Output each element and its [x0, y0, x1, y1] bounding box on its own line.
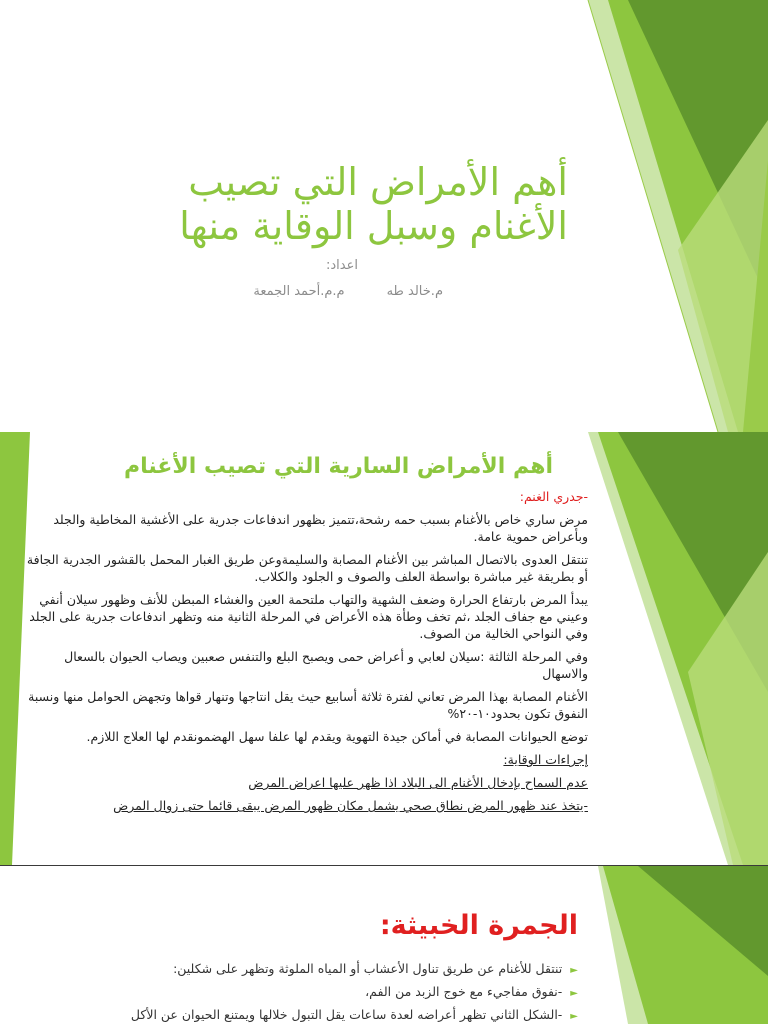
bullet-list [40, 958, 578, 1024]
green-decoration [568, 866, 768, 1024]
slide-title [0, 0, 768, 432]
paragraph: يبدأ المرض بارتفاع الحرارة وضعف الشهية والتهاب ملتحمة العين والغشاء المبطن للأنف وظهور سيلان أنفي وعيني مع جفاف الجلد ،ثم تخف وطأة هذه الأعراض في المرحلة الثانية منه وتظهر اندفاعات جدرية على الجلد وفي النواحي الخالية من الصوف. [29, 592, 588, 641]
prevention-item: عدم السماح بإدخال الأغنام الى البلاد اذا ظهر عليها اعراض المرض [248, 775, 588, 790]
presentation-title: أهم الأمراض التي تصيب الأغنام وسبل الوقاية منها [179, 160, 568, 248]
slide-heading: الجمرة الخبيثة: [379, 910, 578, 941]
list-item-text: -الشكل الثاني تظهر أعراضه لعدة ساعات يقل التبول خلالها ويمتنع الحيوان عن الأكل [130, 1007, 563, 1022]
section-subtitle: -جدري الغنم: [519, 489, 588, 504]
slide-heading: أهم الأمراض السارية التي تصيب الأغنام [124, 454, 553, 479]
slide-anthrax [0, 866, 768, 1024]
green-decoration [568, 432, 768, 865]
paragraph: تنتقل العدوى بالاتصال المباشر بين الأغنام المصابة والسليمةوعن طريق الغبار المحمل بالقشور الجدرية الجافة أو بطريقة غير مباشرة بواسطة العلف والصوف و الجلود والكلاب. [26, 552, 588, 584]
author-name: م.خالد طه [386, 284, 443, 299]
prevention-item: -يتخذ عند ظهور المرض نطاق صحي يشمل مكان ظهور المرض يبقى قائما حتى زوال المرض [113, 798, 588, 813]
slide-body [20, 488, 588, 820]
list-item [40, 958, 578, 981]
slide-contagious-diseases [0, 432, 768, 865]
triangle-bullet-icon: ► [570, 988, 578, 999]
author-name: م.م.أحمد الجمعة [253, 284, 345, 299]
authors [253, 284, 443, 299]
list-item [40, 1004, 578, 1024]
list-item-text: تنتقل للأغنام عن طريق تناول الأعشاب أو المياه الملوثة وتظهر على شكلين: [173, 961, 563, 976]
triangle-bullet-icon: ► [570, 1011, 578, 1022]
paragraph: مرض ساري خاص بالأغنام بسبب حمه رشحة،تتميز بظهور اندفاعات جدرية على الأغشية المخاطية والجلد وبأعراض حموية عامة. [53, 512, 588, 544]
list-item [40, 981, 578, 1004]
paragraph: وفي المرحلة الثالثة :سيلان لعابي و أعراض حمى ويصبح البلع والتنفس صعبين ويصاب الحيوان بالسعال والاسهال [64, 649, 588, 681]
triangle-bullet-icon: ► [570, 965, 578, 976]
prevention-title: إجراءات الوقاية: [503, 752, 588, 767]
green-decoration [568, 0, 768, 432]
prepared-by-label: اعداد: [326, 258, 358, 273]
list-item-text: -نفوق مفاجيء مع خوج الزبد من الفم، [365, 984, 563, 999]
paragraph: الأغنام المصابة بهذا المرض تعاني لفترة ثلاثة أسابيع حيث يقل انتاجها وتنهار قواها وتجهض الحوامل منها ونسبة النفوق تكون بحدود١٠-٢٠% [28, 689, 588, 721]
paragraph: توضع الحيوانات المصابة في أماكن جيدة التهوية ويقدم لها علفا سهل الهضمونقدم لها العلاج اللازم. [86, 729, 588, 744]
